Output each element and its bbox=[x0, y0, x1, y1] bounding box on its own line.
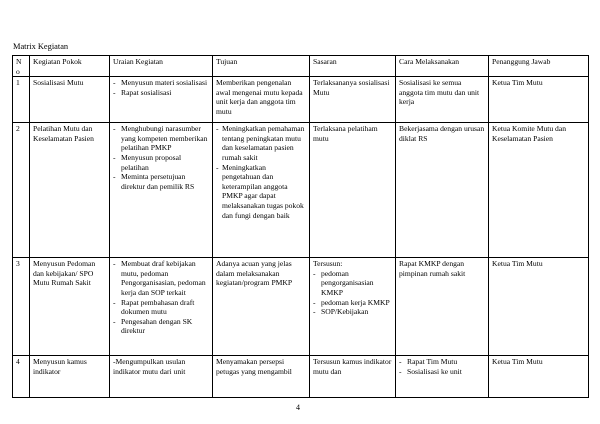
header-uraian-kegiatan: Uraian Kegiatan bbox=[110, 56, 213, 77]
row-no: 1 bbox=[13, 77, 30, 123]
row-kegiatan: Pelatihan Mutu dan Keselamatan Pasien bbox=[30, 123, 110, 258]
list-item: - Sosialisasi ke unit bbox=[399, 367, 485, 377]
list-item: - pedoman kerja KMKP bbox=[313, 298, 392, 308]
list-item: - Rapat Tim Mutu bbox=[399, 357, 485, 367]
list-item: - Menghubungi narasumber yang kompeten memberikan pelatihan PMKP bbox=[113, 124, 209, 153]
table-caption: Matrix Kegiatan bbox=[13, 42, 69, 51]
list-item: - Menyusun materi sosialisasi bbox=[113, 78, 209, 88]
header-no: N o bbox=[13, 56, 30, 77]
row-no: 4 bbox=[13, 356, 30, 398]
list-item: - Menyusun proposal pelatihan bbox=[113, 153, 209, 172]
row-tujuan: Memberikan pengenalan awal mengenai mutu kepada unit kerja dan anggota tim mutu bbox=[213, 77, 310, 123]
sasaran-title: Tersusun: bbox=[313, 259, 343, 269]
row-tujuan: Menyamakan persepsi petugas yang mengambil bbox=[213, 356, 310, 398]
row-cara bbox=[396, 356, 489, 398]
row-tujuan bbox=[213, 123, 310, 258]
activity-matrix-table bbox=[12, 55, 589, 398]
header-sasaran: Sasaran bbox=[310, 56, 396, 77]
list-item: - Meminta persetujuan direktur dan pemilik RS bbox=[113, 172, 209, 191]
list-item: - SOP/Kebijakan bbox=[313, 307, 392, 317]
row-sasaran: Terlaksana pelatiham mutu bbox=[310, 123, 396, 258]
row-penanggung-jawab: Ketua Tim Mutu bbox=[489, 258, 589, 356]
list-item: - pedoman pengorganisasian KMKP bbox=[313, 269, 392, 298]
row-penanggung-jawab: Ketua Komite Mutu dan Keselamatan Pasien bbox=[489, 123, 589, 258]
table-row bbox=[13, 356, 589, 398]
list-item: - Rapat pembahasan draft dokumen mutu bbox=[113, 298, 209, 317]
header-tujuan: Tujuan bbox=[213, 56, 310, 77]
row-cara: Rapat KMKP dengan pimpinan rumah sakit bbox=[396, 258, 489, 356]
header-penanggung-jawab: Penanggung Jawab bbox=[489, 56, 589, 77]
row-penanggung-jawab: Ketua Tim Mutu bbox=[489, 356, 589, 398]
row-cara: Bekerjasama dengan urusan diklat RS bbox=[396, 123, 489, 258]
row-no: 3 bbox=[13, 258, 30, 356]
table-row bbox=[13, 258, 589, 356]
row-penanggung-jawab: Ketua Tim Mutu bbox=[489, 77, 589, 123]
table-header-row bbox=[13, 56, 589, 77]
header-kegiatan-pokok: Kegiatan Pokok bbox=[30, 56, 110, 77]
row-uraian bbox=[110, 77, 213, 123]
row-kegiatan: Menyusun kamus indikator bbox=[30, 356, 110, 398]
row-sasaran bbox=[310, 258, 396, 356]
row-uraian bbox=[110, 258, 213, 356]
row-uraian: -Mengumpulkan usulan indikator mutu dari unit bbox=[110, 356, 213, 398]
table-row bbox=[13, 123, 589, 258]
row-tujuan: Adanya acuan yang jelas dalam melaksanakan kegiatan/program PMKP bbox=[213, 258, 310, 356]
page-number: 4 bbox=[296, 403, 300, 412]
list-item: - Meningkatkan pemahaman tentang peningkatan mutu dan keselamatan pasien rumah sakit bbox=[216, 124, 306, 162]
row-sasaran: Terlaksananya sosialisasi Mutu bbox=[310, 77, 396, 123]
header-cara-melaksanakan: Cara Melaksanakan bbox=[396, 56, 489, 77]
list-item: - Meningkatkan pengetahuan dan keterampilan anggota PMKP agar dapat melaksanakan tugas pokok dan fungi dengan baik bbox=[216, 163, 306, 221]
list-item: - Pengesahan dengan SK direktur bbox=[113, 317, 209, 336]
row-kegiatan: Sosialisasi Mutu bbox=[30, 77, 110, 123]
row-cara: Sosialisasi ke semua anggota tim mutu dan unit kerja bbox=[396, 77, 489, 123]
row-no: 2 bbox=[13, 123, 30, 258]
row-kegiatan: Menyusun Pedoman dan kebijakan/ SPO Mutu Rumah Sakit bbox=[30, 258, 110, 356]
row-uraian bbox=[110, 123, 213, 258]
list-item: - Membuat draf kebijakan mutu, pedoman Pengorganisasian, pedoman kerja dan SOP terkait bbox=[113, 259, 209, 297]
row-sasaran: Tersusun kamus indikator mutu dan bbox=[310, 356, 396, 398]
list-item: - Rapat sosialisasi bbox=[113, 88, 209, 98]
table-row bbox=[13, 77, 589, 123]
